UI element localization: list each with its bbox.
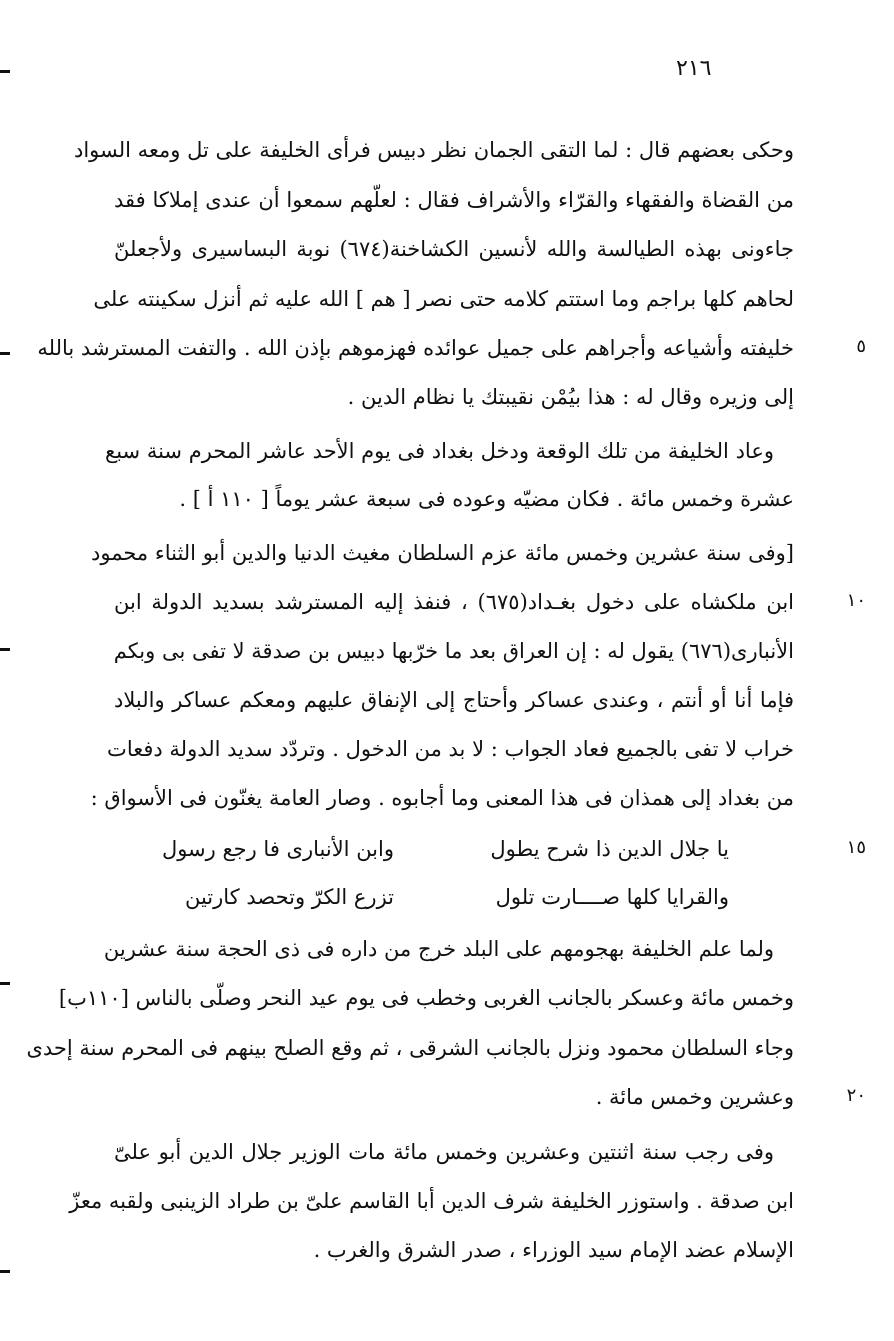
page-number: ٢١٦ [676, 56, 712, 81]
text-line: لحاهم كلها براجم وما استتم كلامه حتى نصر [ هم ] الله عليه ثم أنزل سكينته على [93, 287, 794, 311]
text-line: من بغداد إلى همذان فى هذا المعنى وما أجابوه . وصار العامة يغنّون فى الأسواق : [90, 786, 794, 810]
verse-first-half: يا جلال الدين ذا شرح يطول [490, 837, 729, 861]
verse-second-half: تزرع الكرّ وتحصد كارتين [184, 885, 394, 909]
text-line: الإسلام عضد الإمام سيد الوزراء ، صدر الشرق والغرب . [313, 1238, 794, 1262]
text-line: خراب لا تفى بالجميع فعاد الجواب : لا بد من الدخول . وتردّد سديد الدولة دفعات [107, 737, 794, 761]
text-line: الأنبارى(٦٧٦) يقول له : إن العراق بعد ما خرّبها دبيس بن صدقة لا تفى بى وبكم [113, 639, 794, 663]
line-number-marker: ١٠ [846, 590, 866, 611]
text-line: وفى رجب سنة اثنتين وعشرين وخمس مائة مات الوزير جلال الدين أبو علىّ [114, 1140, 774, 1164]
text-line: إلى وزيره وقال له : هذا بيُمْن نقيبتك يا نظام الدين . [347, 385, 794, 409]
scan-edge-mark [0, 1270, 10, 1273]
scan-edge-mark [0, 70, 10, 73]
text-line: وعاد الخليفة من تلك الوقعة ودخل بغداد فى يوم الأحد عاشر المحرم سنة سبع [105, 439, 774, 463]
scan-edge-mark [0, 982, 10, 985]
line-number-marker: ٥ [856, 336, 866, 357]
text-line: من القضاة والفقهاء والقرّاء والأشراف فقال : لعلّهم سمعوا أن عندى إملاكا فقد [114, 188, 794, 212]
text-line: فإما أنا أو أنتم ، وعندى عساكر وأحتاج إلى الإنفاق عليهم ومعكم عساكر والبلاد [114, 688, 794, 712]
text-line: وجاء السلطان محمود ونزل بالجانب الشرقى ، ثم وقع الصلح بينهم فى المحرم سنة إحدى [26, 1036, 794, 1060]
verse-first-half: والقرايا كلها صــــارت تلول [495, 885, 729, 909]
text-line: وعشرين وخمس مائة . [595, 1085, 794, 1109]
text-line: ولما علم الخليفة بهجومهم على البلد خرج من داره فى ذى الحجة سنة عشرين [103, 937, 774, 961]
line-number-marker: ١٥ [846, 837, 866, 858]
text-line: [وفى سنة عشرين وخمس مائة عزم السلطان مغيث الدنيا والدين أبو الثناء محمود [91, 541, 794, 565]
text-line: خليفته وأشياعه وأجراهم على جميل عوائده فهزموهم بإذن الله . والتفت المسترشد بالله [37, 336, 794, 360]
scan-edge-mark [0, 352, 10, 355]
line-number-marker: ٢٠ [846, 1085, 866, 1106]
text-line: ابن صدقة . واستوزر الخليفة شرف الدين أبا القاسم علىّ بن طراد الزينبى ولقبه معزّ [69, 1189, 794, 1213]
scan-edge-mark [0, 648, 10, 651]
text-line: وخمس مائة وعسكر بالجانب الغربى وخطب فى يوم عيد النحر وصلّى بالناس [١١٠ب] [58, 986, 794, 1010]
text-line: جاءونى بهذه الطيالسة والله لأنسين الكشاخنة(٦٧٤) نوبة البساسيرى ولأجعلنّ [114, 237, 795, 261]
text-line: ابن ملكشاه على دخول بغـداد(٦٧٥) ، فنفذ إليه المسترشد بسديد الدولة ابن [114, 590, 794, 614]
verse-second-half: وابن الأنبارى فا رجع رسول [161, 837, 394, 861]
text-line: عشرة وخمس مائة . فكان مضيّه وعوده فى سبعة عشر يوماً [ ١١٠ أ ] . [179, 487, 794, 511]
text-line: وحكى بعضهم قال : لما التقى الجمان نظر دبيس فرأى الخليفة على تل ومعه السواد [73, 138, 794, 162]
